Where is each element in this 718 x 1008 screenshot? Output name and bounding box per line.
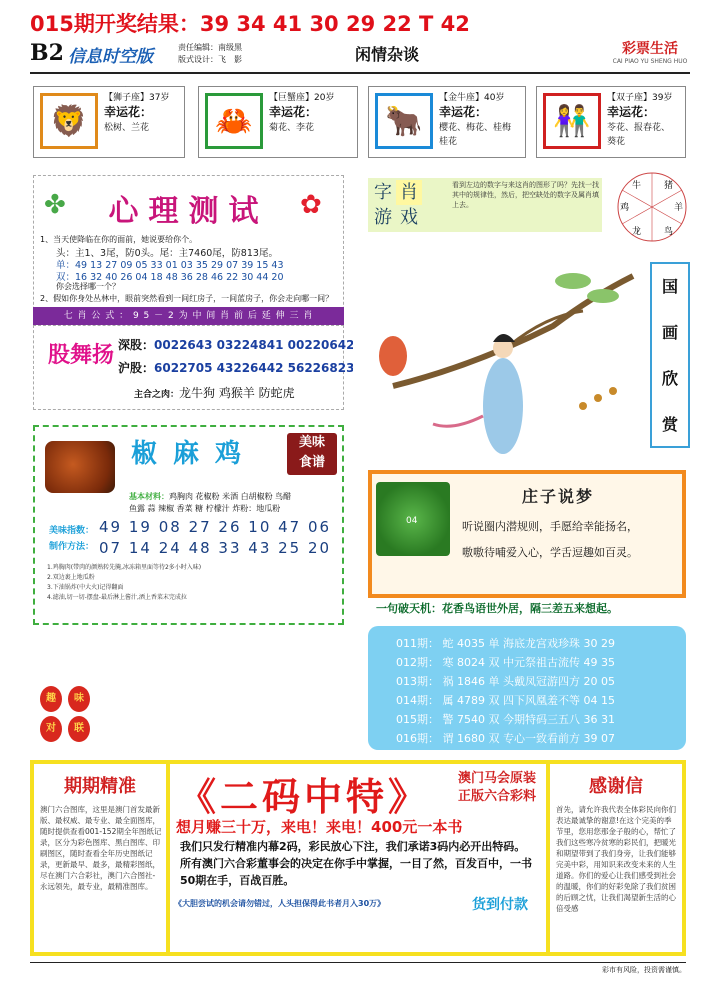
zodiac-card-leo: 🦁 【狮子座】37岁 幸运花： 松树、兰花 (33, 86, 185, 158)
ink-painting-illustration (353, 256, 647, 456)
wheel-label: 牛 (632, 181, 642, 191)
bottom-ads (30, 760, 686, 956)
crab-icon: 🦀 (205, 93, 263, 149)
section-title: 闲情杂谈 (355, 45, 420, 64)
lotus-leaf-image: 04 (376, 482, 450, 556)
column-name: 信息时空版 (68, 47, 153, 67)
wheel-label: 鸟 (664, 227, 674, 237)
left-ad: 期期精准 澳门六合图库，这里是澳门首发最新版、最权威、最专业、最全面图库，随时提供查看001-152期全年图纸记录，区分为彩色图库、黑白图库、印刷图区，随时查看全年历史图纸记录，更新最早、最多，最精彩图纸，尽在澳门六合彩社，澳门六合图社-永远领先，最专业，最精准图库。 (34, 764, 166, 952)
bull-icon: 🐂 (375, 93, 433, 149)
risk-disclaimer: 彩市有风险，投资需谨慎。 (602, 966, 686, 974)
zodiac-wheel (612, 170, 692, 244)
seven-zodiac-formula: 七 肖 公 式 ： 9 5 － 2 为 中 间 肖 前 后 延 伸 三 肖 (33, 307, 344, 325)
psych-test-title: 心理测试 (108, 194, 269, 229)
page-number: B2 (30, 40, 64, 66)
table-row: 012期： 寒 8024 双 中元祭祖古流传 49 35 (396, 656, 615, 669)
lottery-result-banner: 015期开奖结果：39 34 41 30 29 22 T 42 (30, 12, 470, 36)
zodiac-card-cancer: 🦀 【巨蟹座】20岁 幸运花： 菊花、李花 (198, 86, 358, 158)
wheel-label: 鸡 (620, 203, 630, 213)
wheel-label: 龙 (632, 227, 642, 237)
table-row: 014期： 属 4789 双 四下风凰羞不等 04 15 (396, 694, 615, 707)
page-header (30, 36, 690, 74)
publication-logo: 彩票生活 CAI PIAO YU SHENG HUO (612, 41, 688, 65)
history-table (368, 626, 686, 750)
stock-logo: 股舞扬 (48, 343, 115, 368)
twins-icon: 👫 (543, 93, 601, 149)
editor-credits: 责任编辑：南级黑 版式设计：飞 影 (178, 43, 242, 64)
zodiac-card-gemini: 👫 【双子座】39岁 幸运花： 苓花、报春花、 葵花 (536, 86, 686, 158)
wheel-label: 羊 (674, 203, 684, 213)
zhuangzi-panel: 04 庄子说梦 听说圈内潜规则，手愿给幸能扬名， 嗷嗷待哺爱入心，学舌逗趣如百灵。 (368, 470, 686, 598)
lion-icon: 🦁 (40, 93, 98, 149)
recipe-badge: 美味 食谱 (287, 433, 337, 475)
table-row: 013期： 祸 1846 单 头戴凤冠游四方 20 05 (396, 675, 615, 688)
couplet-lanterns: 趣 味 对 联 (40, 686, 96, 742)
table-row: 011期： 蛇 4035 单 海底龙宫戏珍珠 30 29 (396, 637, 615, 650)
recipe-title: 椒麻鸡 (131, 439, 258, 469)
footer (30, 962, 686, 974)
table-row: 015期： 警 7540 双 今期特码三五八 36 31 (396, 713, 615, 726)
zodiac-card-taurus: 🐂 【金牛座】40岁 幸运花： 樱花、梅花、桂梅 桂花 (368, 86, 526, 158)
right-ad: 感谢信 首先，请允许我代表全体彩民向你们表达最诚挚的谢意!在这个完美的季节里，您用您那金子般的心，帮忙了我们这些寒冷贫寒的彩民们，把暖光和期望带到了我们身旁，让我们能够完美中彩，用知识来改变未来的人生道路。你们的爱心让我们感受到社会的温暖，你们的好彩免除了我们贫困的后顾之忧，让我们渴望新生活的心倍受感 (550, 764, 682, 952)
hint-line: 一句破天机：花香鸟语世外居，隔三差五来想起。 (368, 600, 686, 620)
wheel-label: 猪 (664, 181, 674, 191)
recipe-panel: 椒麻鸡 美味 食谱 基本材料：鸡胸肉 花椒粉 米酒 白胡椒粉 鸟醋 鱼露 蒜 辣椒 香菜 糖 柠檬汁 炸粉：地瓜粉 美味指数： 49 19 08 27 26 10 47 06 制作方法： 07 14 24 48 33 43 25 20 1.鸡胸肉(带肉的颜熟转先腌,冰冻箱里面等待2多小时入味) 2.双边裹上地瓜粉 3.下油锅炸(中大火)记得翻面 4.滤油,切一切-摆盘-最后淋上酱汁,洒上香菜末完成拉 (33, 425, 344, 625)
center-ad-title: 《二码中特》 (178, 774, 431, 819)
chicken-dish-image (45, 441, 115, 493)
flower-icon: ✿ (300, 190, 322, 220)
zhuangzi-title: 庄子说梦 (522, 487, 595, 506)
center-ad: 《二码中特》 澳门马会原装 正版六合彩料 想月赚三十万，来电！来电！400元一本书 我们只发行精准内幕2码，彩民放心下注，我们承诺3码内必开出特码。所有澳门六合彩董事会的决定在你手中掌握，一目了然，百发百中，一书50期在手，百战百胜。 《大胆尝试的机会请勿错过，人头担保得此书者月入30万》 货到付款 (170, 764, 546, 952)
stock-panel: 股舞扬 深股：0022643 03224841 00220642 (双) 沪股：6022705 43226442 56226823 主合之肉：龙牛狗 鸡猴羊 防蛇虎 (33, 325, 344, 410)
psych-test-panel: ✤ 心理测试 ✿ 1、当天使降临在你的面前，她说要给你个。 头：主1、3尾，防0头。尾：主7460尾，防813尾。 单：49 13 27 09 05 33 01 03 35 29 07 39 15 43 双：16 32 40 26 04 18 48 36 28 46 22 30 44 20 你会选择哪一个？ 2、假如你身处丛林中，眼前突然看到一间红房子，一间蓝房子，你会走向哪一间？ (33, 175, 344, 325)
table-row: 016期： 谓 1680 双 专心一致看前方 39 07 (396, 732, 615, 745)
clover-icon: ✤ (44, 190, 66, 220)
zodiac-puzzle: 字 肖 游 戏 看到左边的数字与来这肖的图形了吗？先找一找其中的规律性，然后，把空缺处的数字及属肖填上去。 (368, 178, 602, 232)
painting-appreciation-label: 国 画 欣 赏 (650, 262, 690, 448)
